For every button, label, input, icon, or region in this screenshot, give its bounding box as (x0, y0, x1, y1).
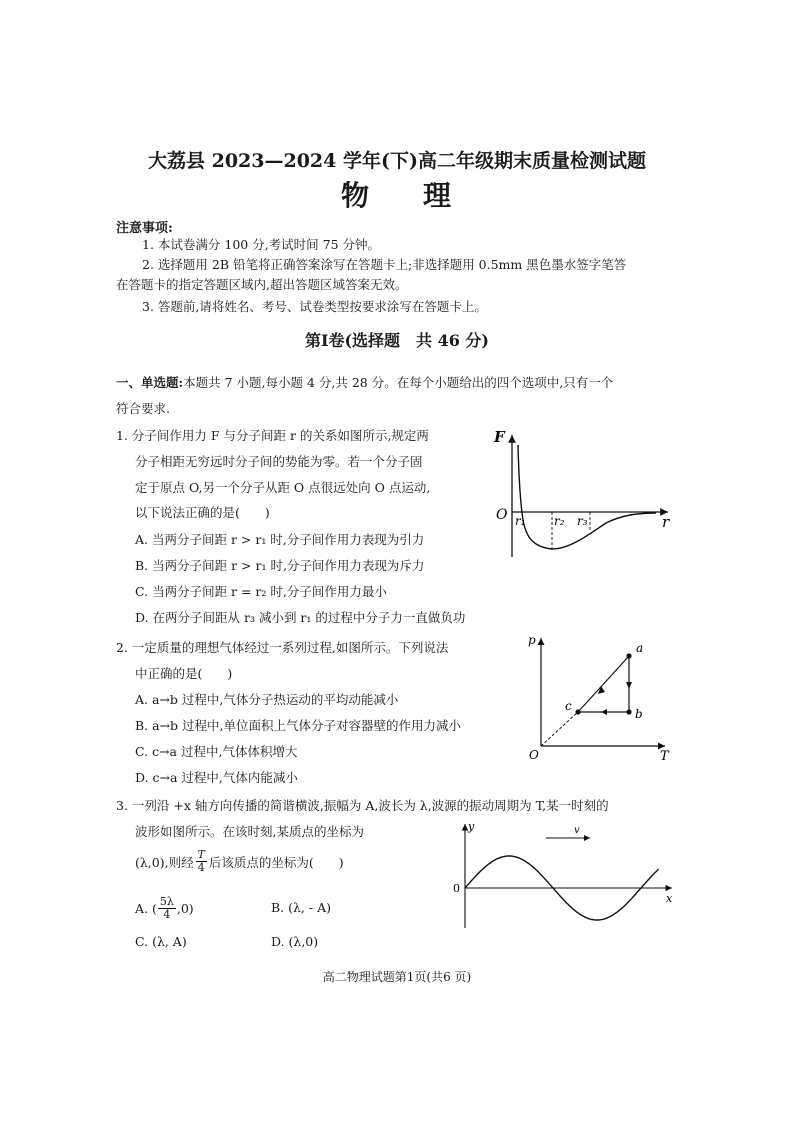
q1-stem-line: 分子相距无穷远时分子间的势能为零。若一个分子固 (135, 454, 423, 469)
q3-option-c: C. (λ, A) (135, 934, 187, 949)
q2-arrow-ab (626, 682, 632, 689)
q2-arrow-ca (598, 686, 605, 694)
q3-stem-line: 3. 一列沿 +x 轴方向传播的简谐横波,振幅为 A,波长为 λ,波源的振动周期为 T,某一时刻的 (116, 798, 609, 813)
subject-title (0, 174, 794, 214)
q3-stem-post: 后该质点的坐标为( ) (208, 854, 344, 870)
exam-title: 大荔县 2023—2024 学年(下)高二年级期末质量检测试题 (148, 150, 646, 172)
q2-arrow-bc (601, 709, 607, 715)
part-desc: 本题共 7 小题,每小题 4 分,共 28 分。在每个小题给出的四个选项中,只有一个 (183, 375, 614, 390)
q3-opt-a-num: 5λ (159, 895, 174, 908)
q3-stem-line: 波形如图所示。在该时刻,某质点的坐标为 (135, 824, 364, 839)
q2-dashed-extension (541, 712, 578, 746)
q2-point-b (626, 709, 631, 714)
q3-y-label: y (468, 820, 475, 833)
q2-option-b: B. a→b 过程中,单位面积上气体分子对容器壁的作用力减小 (135, 718, 462, 733)
q1-option-d: D. 在两分子间距从 r₃ 减小到 r₁ 的过程中分子力一直做负功 (135, 610, 466, 625)
q2-label-b: b (635, 707, 643, 721)
note-item: 2. 选择题用 2B 铅笔将正确答案涂写在答题卡上;非选择题用 0.5mm 黑色墨水签字笔答 (142, 257, 627, 272)
q1-x-label: r (662, 513, 670, 531)
q2-stem-line: 2. 一定质量的理想气体经过一系列过程,如图所示。下列说法 (116, 640, 449, 655)
q1-stem-line: 1. 分子间作用力 F 与分子间距 r 的关系如图所示,规定两 (116, 428, 429, 443)
q2-option-a: A. a→b 过程中,气体分子热运动的平均动能减小 (135, 692, 399, 707)
q2-process-ca (578, 656, 629, 712)
subject-char-1: 物 (340, 179, 371, 212)
q3-wave-graph (450, 818, 680, 933)
q3-stem-line (135, 849, 344, 874)
q3-option-b: B. (λ, - A) (271, 900, 331, 915)
q2-option-d: D. c→a 过程中,气体内能减小 (135, 770, 298, 785)
q1-option-b: B. 当两分子间距 r > r₁ 时,分子间作用力表现为斥力 (135, 558, 425, 573)
q1-stem-line: 以下说法正确的是( ) (135, 505, 270, 520)
q3-frac-den: 4 (197, 861, 205, 874)
q1-r2-label: r₂ (554, 514, 565, 528)
q2-point-a (626, 653, 631, 658)
q2-x-label: T (660, 749, 669, 764)
subject-char-2: 理 (423, 179, 454, 212)
q3-opt-a-pre: A. ( (135, 901, 157, 916)
q3-option-d: D. (λ,0) (271, 934, 319, 949)
q3-opt-a-post: ,0) (176, 901, 194, 916)
part-intro (116, 373, 613, 391)
note-item: 1. 本试卷满分 100 分,考试时间 75 分钟。 (142, 237, 381, 252)
q2-option-c: C. c→a 过程中,气体体积增大 (135, 744, 298, 759)
q2-stem-line: 中正确的是( ) (135, 666, 233, 681)
page-footer: 高二物理试题第1页(共6 页) (322, 970, 472, 984)
q3-origin: 0 (453, 882, 460, 895)
q2-origin: O (529, 748, 539, 762)
q3-opt-a-den: 4 (163, 908, 171, 921)
part-desc-2: 符合要求. (116, 401, 170, 416)
note-item: 在答题卡的指定答题区域内,超出答题区域答案无效。 (116, 277, 408, 292)
q2-label-c: c (565, 699, 572, 713)
q2-y-label: p (528, 633, 536, 647)
q1-origin: O (496, 507, 508, 523)
q2-pt-graph (525, 632, 675, 764)
q1-force-graph (488, 425, 678, 565)
q3-option-a (135, 896, 194, 921)
q3-stem-pre: (λ,0),则经 (135, 854, 194, 870)
note-item: 3. 答题前,请将姓名、考号、试卷类型按要求涂写在答题卡上。 (142, 299, 487, 314)
q1-y-label: F (494, 428, 505, 446)
q1-option-c: C. 当两分子间距 r = r₂ 时,分子间作用力最小 (135, 584, 387, 599)
q2-label-a: a (636, 641, 644, 655)
q3-x-label: x (666, 892, 673, 905)
section-title: 第Ⅰ卷(选择题 共 46 分) (304, 331, 490, 350)
q3-frac-num: T (197, 848, 205, 861)
q1-force-curve (518, 445, 656, 549)
q1-r3-label: r₃ (577, 514, 588, 528)
q3-fraction (196, 849, 207, 874)
q1-option-a: A. 当两分子间距 r > r₁ 时,分子间作用力表现为引力 (135, 532, 425, 547)
q3-velocity-label: v (574, 825, 580, 836)
q2-point-c (575, 709, 580, 714)
q1-stem-line: 定于原点 O,另一个分子从距 O 点很远处向 O 点运动, (135, 480, 431, 495)
q3-opt-a-fraction (158, 896, 176, 921)
q1-r1-label: r₁ (515, 514, 526, 528)
part-label: 一、单选题: (116, 375, 184, 390)
notes-heading: 注意事项: (116, 221, 173, 236)
